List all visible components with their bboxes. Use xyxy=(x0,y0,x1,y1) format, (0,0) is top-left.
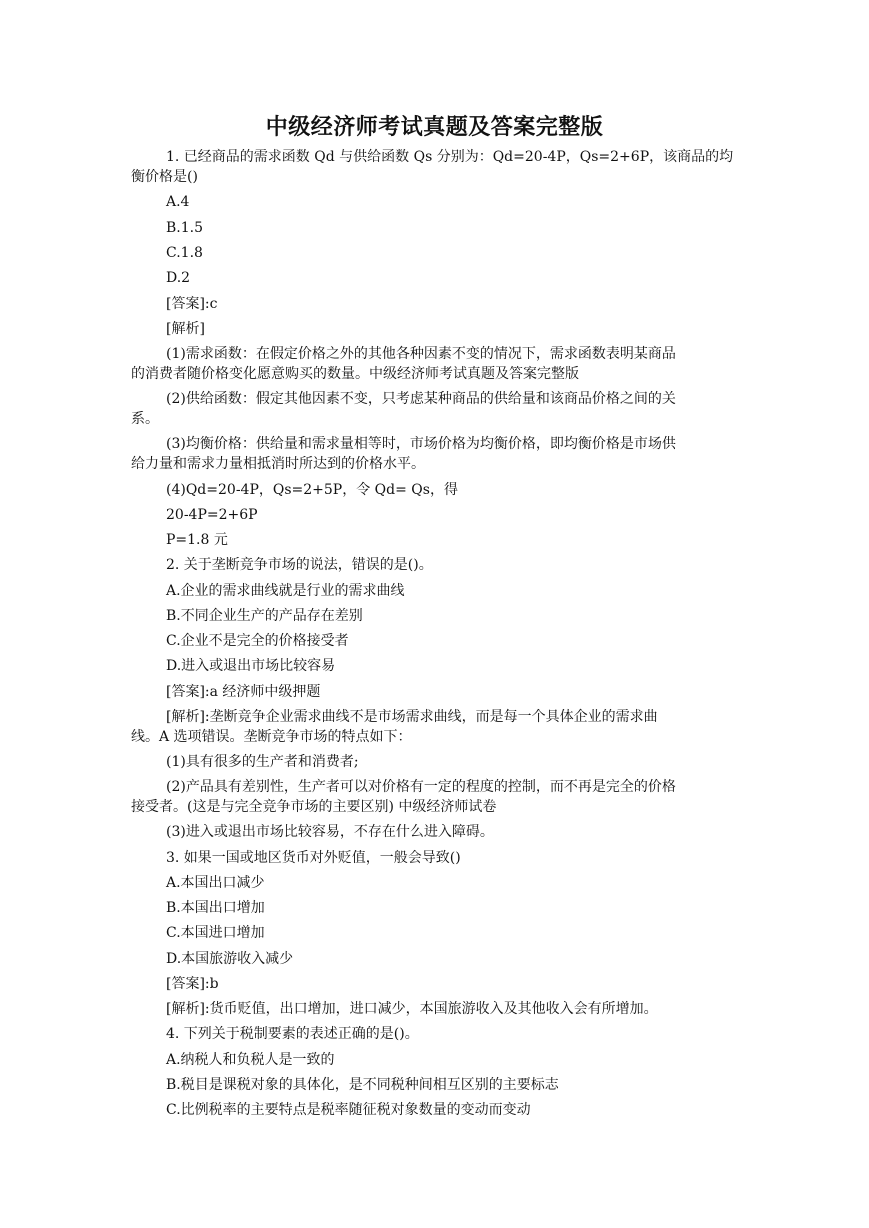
q2-option-c: C.企业不是完全的价格接受者 xyxy=(166,633,349,649)
q3-option-d: D.本国旅游收入减少 xyxy=(166,951,294,967)
q2-option-d: D.进入或退出市场比较容易 xyxy=(166,658,336,674)
question-2-stem: 2. 关于垄断竞争市场的说法，错误的是()。 xyxy=(166,557,433,573)
q1-option-b: B.1.5 xyxy=(166,220,204,236)
q1-answer: [答案]:c xyxy=(166,296,218,312)
q1-option-a: A.4 xyxy=(166,194,190,210)
q2-option-b: B.不同企业生产的产品存在差别 xyxy=(166,608,363,624)
question-3-stem: 3. 如果一国或地区货币对外贬值，一般会导致() xyxy=(166,850,461,866)
q2-analysis: [解析]:垄断竞争企业需求曲线不是市场需求曲线，而是每一个具体企业的需求曲 xyxy=(166,709,658,725)
q3-option-a: A.本国出口减少 xyxy=(166,875,265,891)
question-4-stem: 4. 下列关于税制要素的表述正确的是()。 xyxy=(166,1026,419,1042)
q1-analysis-2: (2)供给函数：假定其他因素不变，只考虑某种商品的供给量和该商品价格之间的关 xyxy=(166,391,676,407)
question-1-stem-cont: 衡价格是() xyxy=(131,169,198,185)
q2-analysis-3: (3)进入或退出市场比较容易，不存在什么进入障碍。 xyxy=(166,824,494,840)
q2-answer: [答案]:a 经济师中级押题 xyxy=(166,684,321,700)
q2-analysis-2: (2)产品具有差别性，生产者可以对价格有一定的程度的控制，而不再是完全的价格 xyxy=(166,779,676,795)
q2-analysis-1: (1)具有很多的生产者和消费者; xyxy=(166,754,359,770)
question-1-stem: 1. 已经商品的需求函数 Qd 与供给函数 Qs 分别为：Qd=20-4P，Qs=2+6P，该商品的均 xyxy=(166,149,734,165)
q1-equation: 20-4P=2+6P xyxy=(166,507,258,523)
q4-option-c: C.比例税率的主要特点是税率随征税对象数量的变动而变动 xyxy=(166,1102,531,1118)
q1-analysis-3-cont: 给力量和需求力量相抵消时所达到的价格水平。 xyxy=(131,456,425,472)
q1-option-d: D.2 xyxy=(166,270,191,286)
q2-analysis-cont: 线。A 选项错误。垄断竞争市场的特点如下： xyxy=(131,729,412,745)
q1-analysis-4: (4)Qd=20-4P，Qs=2+5P，令 Qd= Qs，得 xyxy=(166,482,458,498)
q1-analysis-1: (1)需求函数：在假定价格之外的其他各种因素不变的情况下，需求函数表明某商品 xyxy=(166,346,676,362)
q1-option-c: C.1.8 xyxy=(166,245,203,261)
q1-analysis-3: (3)均衡价格：供给量和需求量相等时，市场价格为均衡价格，即均衡价格是市场供 xyxy=(166,436,676,452)
q4-option-b: B.税目是课税对象的具体化，是不同税种间相互区别的主要标志 xyxy=(166,1077,559,1093)
document-title: 中级经济师考试真题及答案完整版 xyxy=(265,115,604,140)
q1-result: P=1.8 元 xyxy=(166,532,228,548)
q3-option-c: C.本国进口增加 xyxy=(166,925,265,941)
q2-option-a: A.企业的需求曲线就是行业的需求曲线 xyxy=(166,583,405,599)
q1-analysis-2-cont: 系。 xyxy=(131,411,159,427)
q1-analysis-label: [解析] xyxy=(166,321,205,337)
q3-option-b: B.本国出口增加 xyxy=(166,900,265,916)
q2-analysis-2-cont: 接受者。(这是与完全竞争市场的主要区别) 中级经济师试卷 xyxy=(131,799,497,815)
q4-option-a: A.纳税人和负税人是一致的 xyxy=(166,1052,335,1068)
q3-analysis: [解析]:货币贬值，出口增加，进口减少，本国旅游收入及其他收入会有所增加。 xyxy=(166,1001,658,1017)
q1-analysis-1-cont: 的消费者随价格变化愿意购买的数量。中级经济师考试真题及答案完整版 xyxy=(131,366,579,382)
q3-answer: [答案]:b xyxy=(166,976,219,992)
